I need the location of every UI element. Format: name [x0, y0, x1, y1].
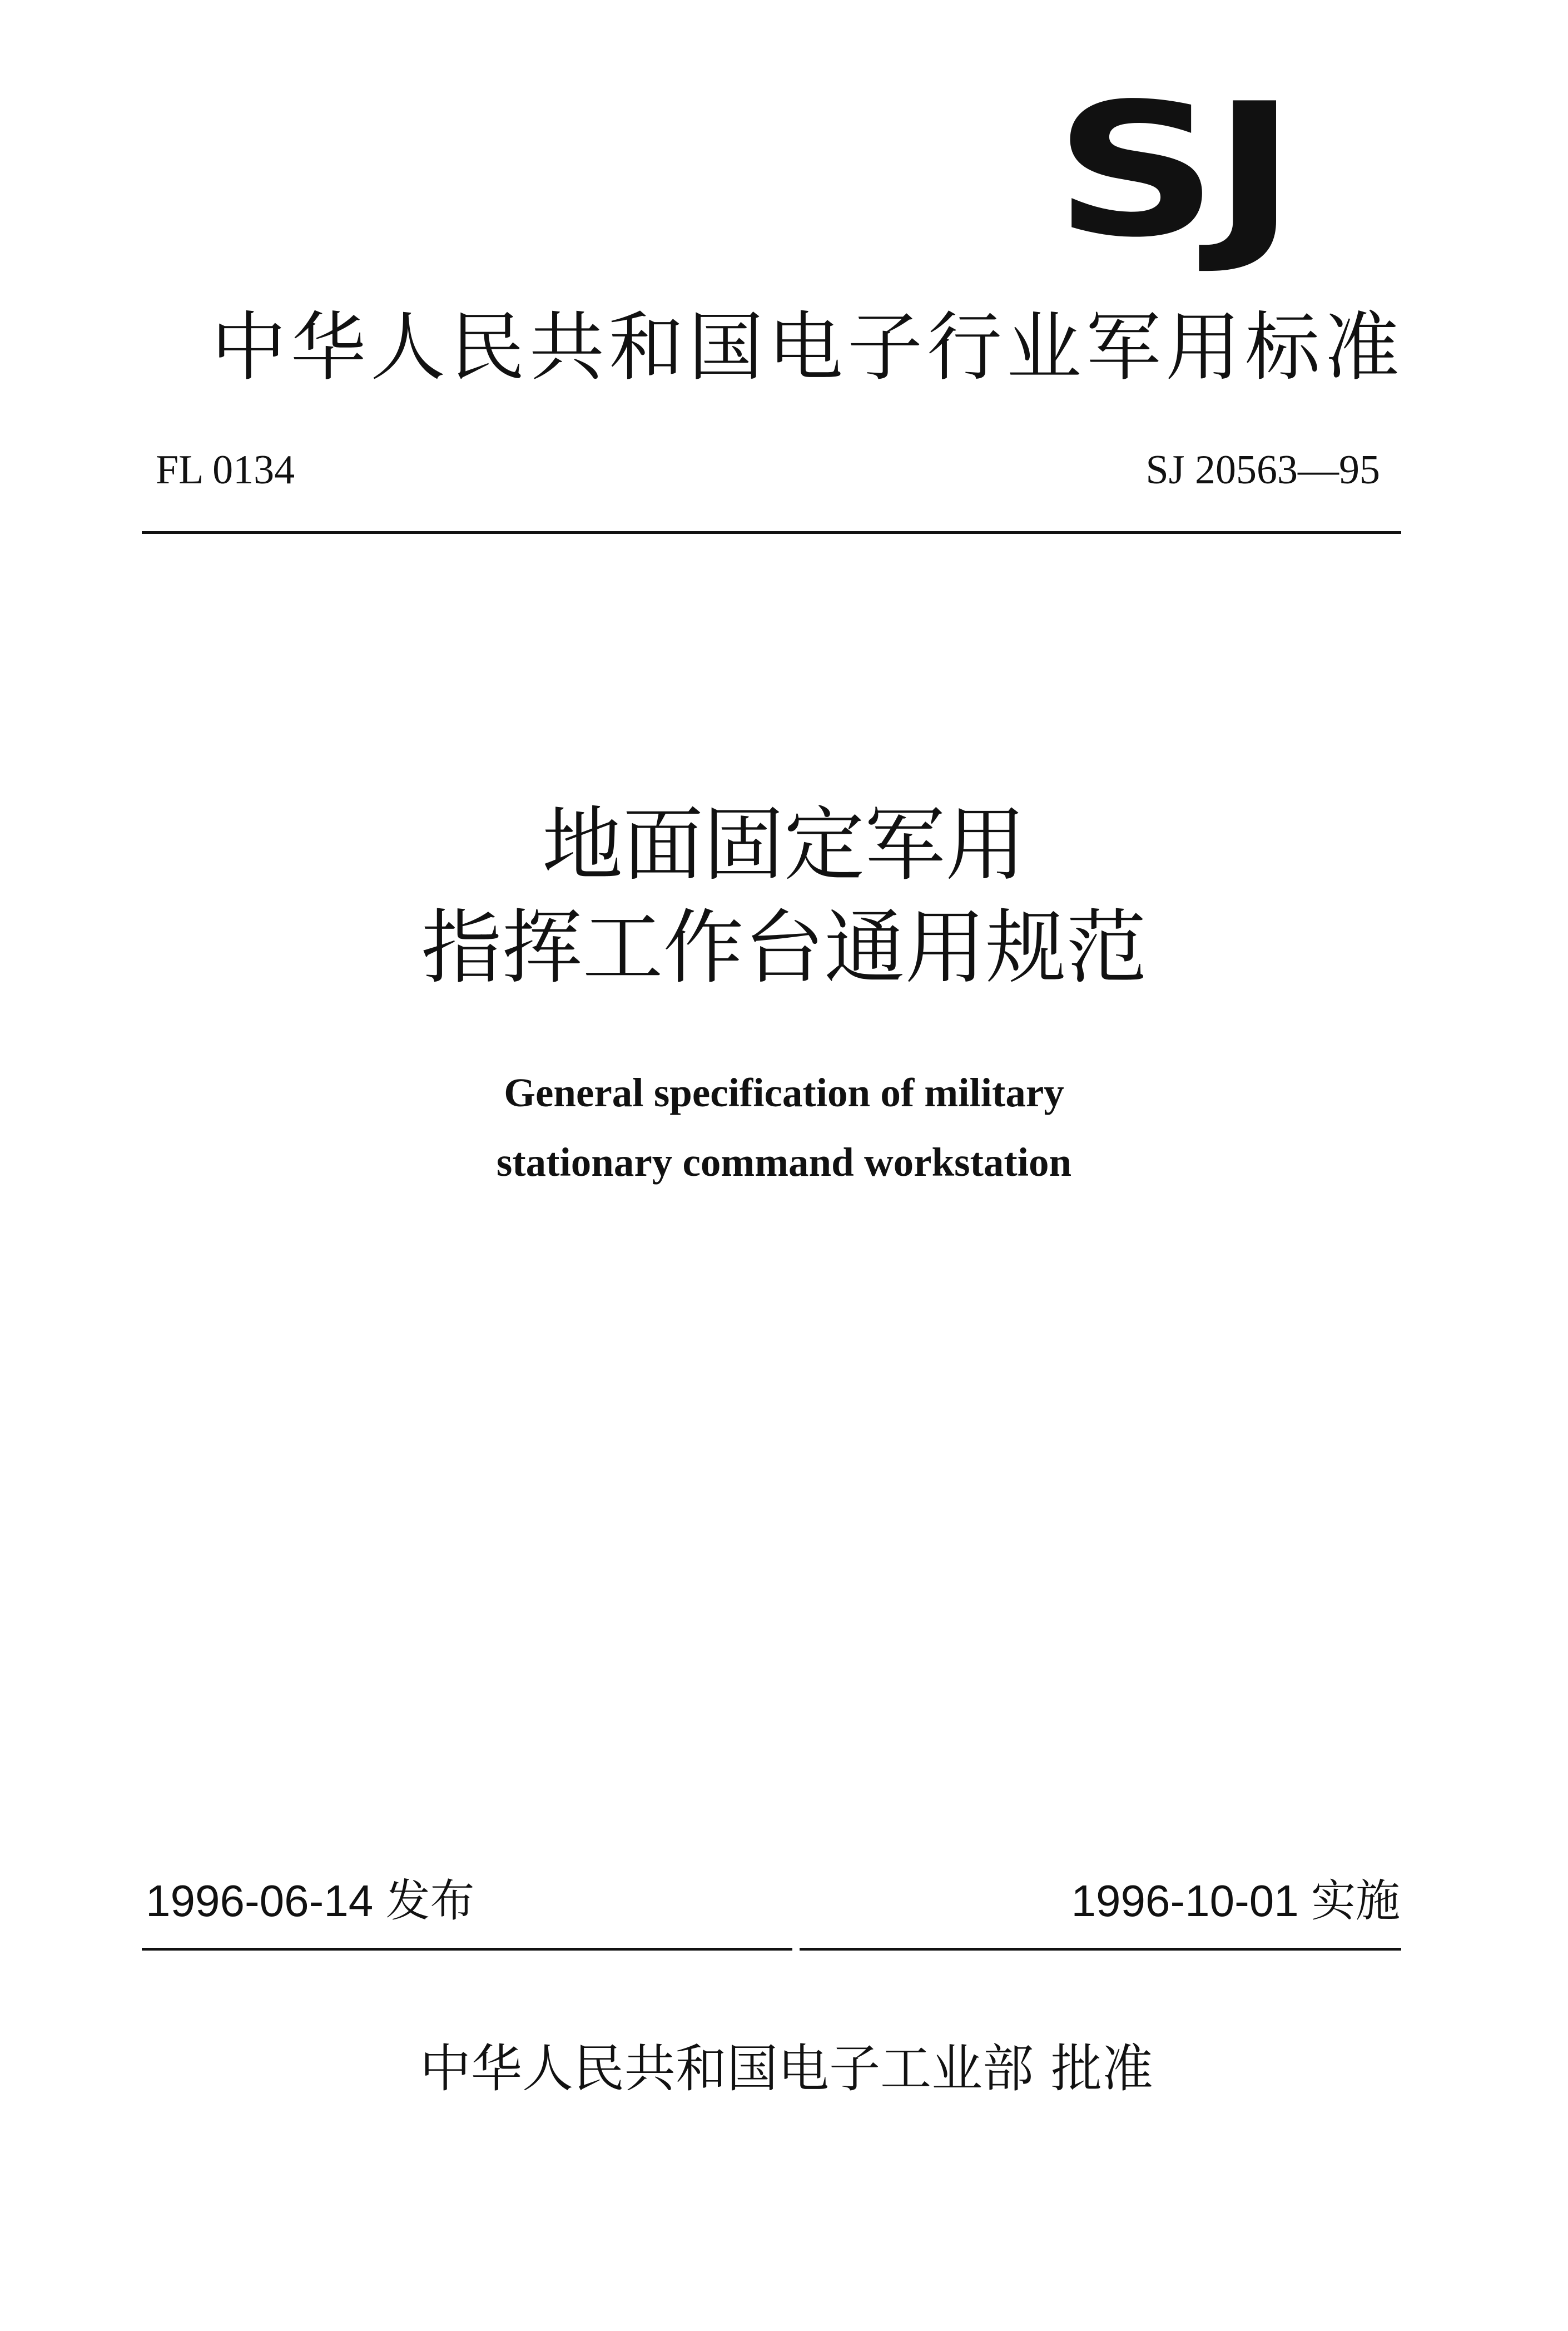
english-title-line-2: stationary command workstation [496, 1140, 1072, 1185]
sj-logo: SJ [1054, 64, 1291, 278]
document-title-line-2: 指挥工作台通用规范 [421, 901, 1147, 995]
bottom-divider-left [142, 1948, 792, 1951]
english-title-line-1: General specification of military [504, 1070, 1064, 1115]
document-title-line-1: 地面固定军用 [542, 798, 1026, 892]
approving-authority: 中华人民共和国电子工业部 [420, 2039, 1034, 2099]
approval-label: 批准 [1051, 2039, 1154, 2099]
standard-number: SJ 20563—95 [1145, 447, 1380, 493]
effective-date: 1996-10-01 实施 [1071, 1876, 1400, 1926]
issue-date: 1996-06-14 发布 [146, 1876, 475, 1926]
bottom-divider-right [800, 1948, 1401, 1951]
classification-code: FL 0134 [156, 447, 295, 493]
top-divider [142, 531, 1401, 534]
standard-category-title: 中华人民共和国电子行业军用标准 [211, 304, 1404, 391]
